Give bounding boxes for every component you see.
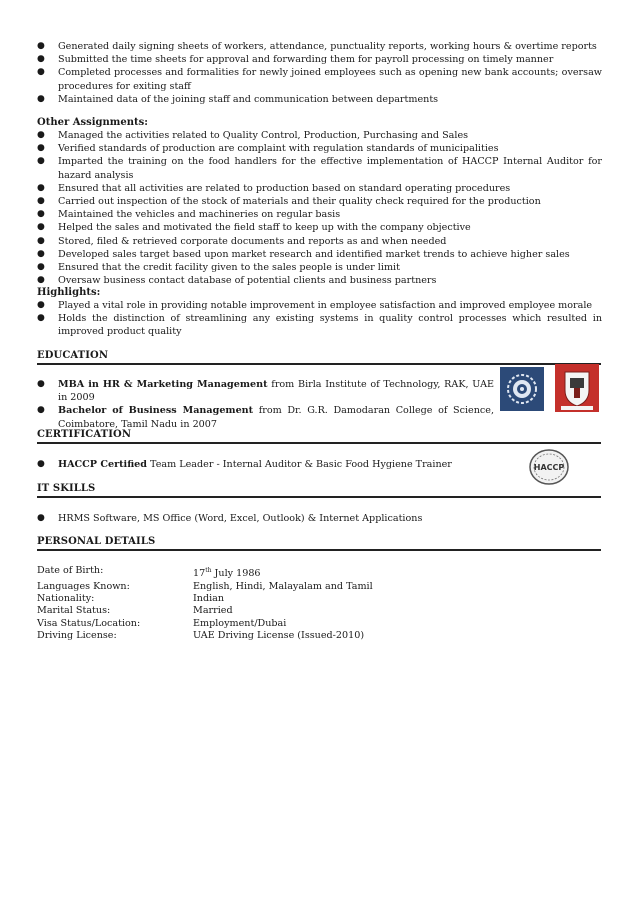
detail-value: Indian bbox=[193, 593, 225, 604]
duties-list bbox=[0, 40, 638, 106]
list-item: ● Ensured that all activities are related to production based on standard operating procedures bbox=[37, 182, 511, 194]
detail-row bbox=[37, 593, 373, 605]
college-crest-icon bbox=[555, 364, 599, 412]
list-item: ● Holds the distinction of streamlining any existing systems in quality control processes which resulted in improved product quality bbox=[37, 313, 602, 338]
personal-details-heading: PERSONAL DETAILS bbox=[37, 536, 601, 551]
detail-label: Driving License: bbox=[37, 630, 117, 642]
it-skills-heading: IT SKILLS bbox=[37, 483, 601, 498]
certification-list bbox=[0, 458, 530, 471]
list-item: ● Developed sales target based upon market research and identified market trends to achieve higher sales bbox=[37, 248, 570, 260]
list-item: ● HACCP Certified Team Leader - Internal Auditor & Basic Food Hygiene Trainer bbox=[37, 459, 452, 470]
list-item: ● Imparted the training on the food handlers for the effective implementation of HACCP Internal Auditor for hazard analysis bbox=[37, 156, 602, 181]
svg-text:HACCP: HACCP bbox=[533, 463, 565, 472]
list-item: ● Submitted the time sheets for approval and forwarding them for payroll processing on timely manner bbox=[37, 54, 554, 66]
list-item: ● Stored, filed & retrieved corporate documents and reports as and when needed bbox=[37, 235, 447, 247]
list-item: ● Managed the activities related to Quality Control, Production, Purchasing and Sales bbox=[37, 130, 469, 141]
detail-label: Visa Status/Location: bbox=[37, 617, 141, 629]
list-item: ● MBA in HR & Marketing Management from Birla Institute of Technology, RAK, UAE in 2009 bbox=[37, 379, 495, 404]
list-item: ● HRMS Software, MS Office (Word, Excel, Outlook) & Internet Applications bbox=[37, 513, 423, 524]
list-item: ● Bachelor of Business Management from Dr. G.R. Damodaran College of Science, Coimbatore, Tamil Nadu in 2007 bbox=[37, 405, 494, 430]
highlights-list bbox=[0, 299, 638, 339]
list-item: ● Verified standards of production are complaint with regulation standards of municipalities bbox=[37, 143, 499, 155]
detail-row bbox=[37, 605, 373, 617]
detail-value: UAE Driving License (Issued-2010) bbox=[193, 630, 365, 642]
other-assignments-list bbox=[0, 129, 638, 287]
detail-label: Date of Birth: bbox=[37, 565, 104, 576]
list-item: ● Ensured that the credit facility given to the sales people is under limit bbox=[37, 262, 400, 274]
list-item: ● Helped the sales and motivated the field staff to keep up with the company objective bbox=[37, 222, 471, 234]
detail-row bbox=[37, 565, 373, 581]
detail-row bbox=[37, 618, 373, 630]
list-item: ● Played a vital role in providing notable improvement in employee satisfaction and improved employee morale bbox=[37, 300, 593, 311]
university-emblem-icon bbox=[500, 367, 544, 411]
list-item: ● Oversaw business contact database of potential clients and business partners bbox=[37, 275, 437, 287]
detail-row bbox=[37, 581, 373, 593]
detail-value: Married bbox=[193, 605, 233, 617]
detail-row bbox=[37, 630, 373, 642]
detail-value: 17th July 1986 bbox=[193, 567, 261, 580]
detail-value: English, Hindi, Malayalam and Tamil bbox=[193, 580, 373, 592]
personal-details-table bbox=[37, 565, 373, 643]
detail-label: Marital Status: bbox=[37, 605, 111, 617]
education-heading: EDUCATION bbox=[37, 350, 601, 365]
detail-value: Employment/Dubai bbox=[193, 617, 287, 629]
detail-label: Languages Known: bbox=[37, 580, 130, 592]
list-item: ● Maintained the vehicles and machineries on regular basis bbox=[37, 209, 341, 221]
list-item: ● Carried out inspection of the stock of materials and their quality check required for the production bbox=[37, 196, 541, 208]
detail-label: Nationality: bbox=[37, 593, 95, 604]
it-skills-list bbox=[0, 512, 638, 525]
haccp-seal-icon bbox=[528, 448, 570, 486]
education-list bbox=[0, 378, 530, 431]
other-assignments-heading: Other Assignments: bbox=[37, 117, 148, 128]
list-item: ● Generated daily signing sheets of workers, attendance, punctuality reports, working hours & overtime reports bbox=[37, 41, 597, 52]
list-item: ● Completed processes and formalities for newly joined employees such as opening new bank accounts; oversaw procedures for exiting staff bbox=[37, 67, 602, 92]
highlights-heading: Highlights: bbox=[37, 287, 101, 298]
list-item: ● Maintained data of the joining staff and communication between departments bbox=[37, 93, 439, 105]
certification-heading: CERTIFICATION bbox=[37, 429, 601, 444]
